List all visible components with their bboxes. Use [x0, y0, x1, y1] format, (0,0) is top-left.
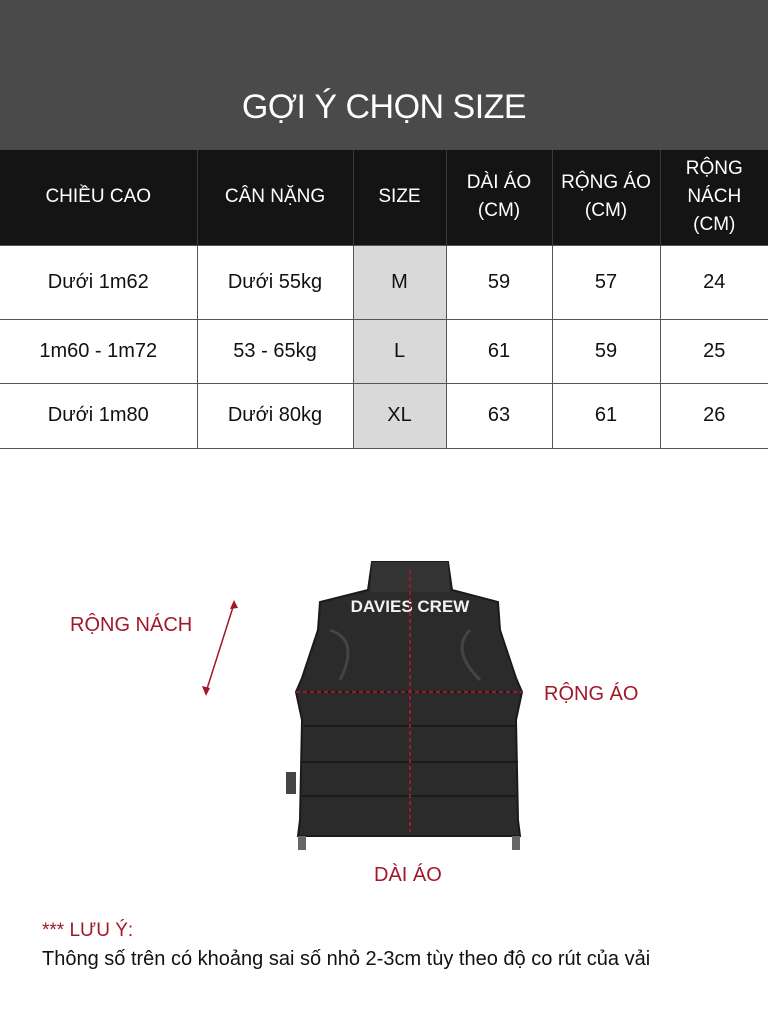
cell-armpit: 24 — [660, 245, 768, 319]
header-label: NÁCH — [687, 186, 742, 208]
note-text: Thông số trên có khoảng sai số nhỏ 2-3cm tùy theo độ co rút của vải — [42, 948, 651, 970]
note-title: *** LƯU Ý: — [42, 920, 134, 941]
vest-illustration — [0, 480, 768, 900]
header-size — [353, 150, 446, 245]
cell-armpit: 25 — [660, 319, 768, 383]
cell-length: 63 — [446, 383, 552, 448]
vest-image — [286, 562, 522, 850]
header-label: DÀI ÁO — [466, 172, 532, 194]
size-chart-table — [0, 150, 768, 449]
header-label: RỘNG — [685, 158, 743, 180]
cell-weight: Dưới 55kg — [197, 245, 353, 319]
cell-length: 59 — [446, 245, 552, 319]
cell-width: 57 — [552, 245, 660, 319]
header-length — [446, 150, 552, 245]
header-label: SIZE — [378, 186, 421, 208]
cell-weight: Dưới 80kg — [197, 383, 353, 448]
table-row — [0, 319, 768, 383]
table-row — [0, 383, 768, 448]
cell-size: L — [353, 319, 446, 383]
cell-height: 1m60 - 1m72 — [0, 319, 197, 383]
header-weight — [197, 150, 353, 245]
header-unit: (CM) — [584, 200, 628, 222]
header-band — [0, 0, 768, 150]
table-row — [0, 245, 768, 319]
cell-size: XL — [353, 383, 446, 448]
header-label: CÂN NẶNG — [224, 186, 326, 208]
header-width — [552, 150, 660, 245]
cell-height: Dưới 1m80 — [0, 383, 197, 448]
label-length: DÀI ÁO — [374, 864, 442, 886]
header-unit: (CM) — [693, 214, 736, 236]
header-unit: (CM) — [477, 200, 521, 222]
label-armpit: RỘNG NÁCH — [70, 614, 193, 636]
armpit-arrow — [202, 600, 238, 696]
cell-width: 61 — [552, 383, 660, 448]
cell-height: Dưới 1m62 — [0, 245, 197, 319]
header-armpit — [660, 150, 768, 245]
cell-width: 59 — [552, 319, 660, 383]
cell-length: 61 — [446, 319, 552, 383]
header-height — [0, 150, 197, 245]
cell-armpit: 26 — [660, 383, 768, 448]
label-width: RỘNG ÁO — [544, 683, 639, 705]
cell-size: M — [353, 245, 446, 319]
table-header-row — [0, 150, 768, 245]
header-label: CHIỀU CAO — [45, 186, 152, 208]
header-label: RỘNG ÁO — [561, 172, 651, 194]
page-title: GỢI Ý CHỌN SIZE — [241, 88, 527, 126]
cell-weight: 53 - 65kg — [197, 319, 353, 383]
vest-brand-print: DAVIES CREW — [350, 597, 470, 616]
